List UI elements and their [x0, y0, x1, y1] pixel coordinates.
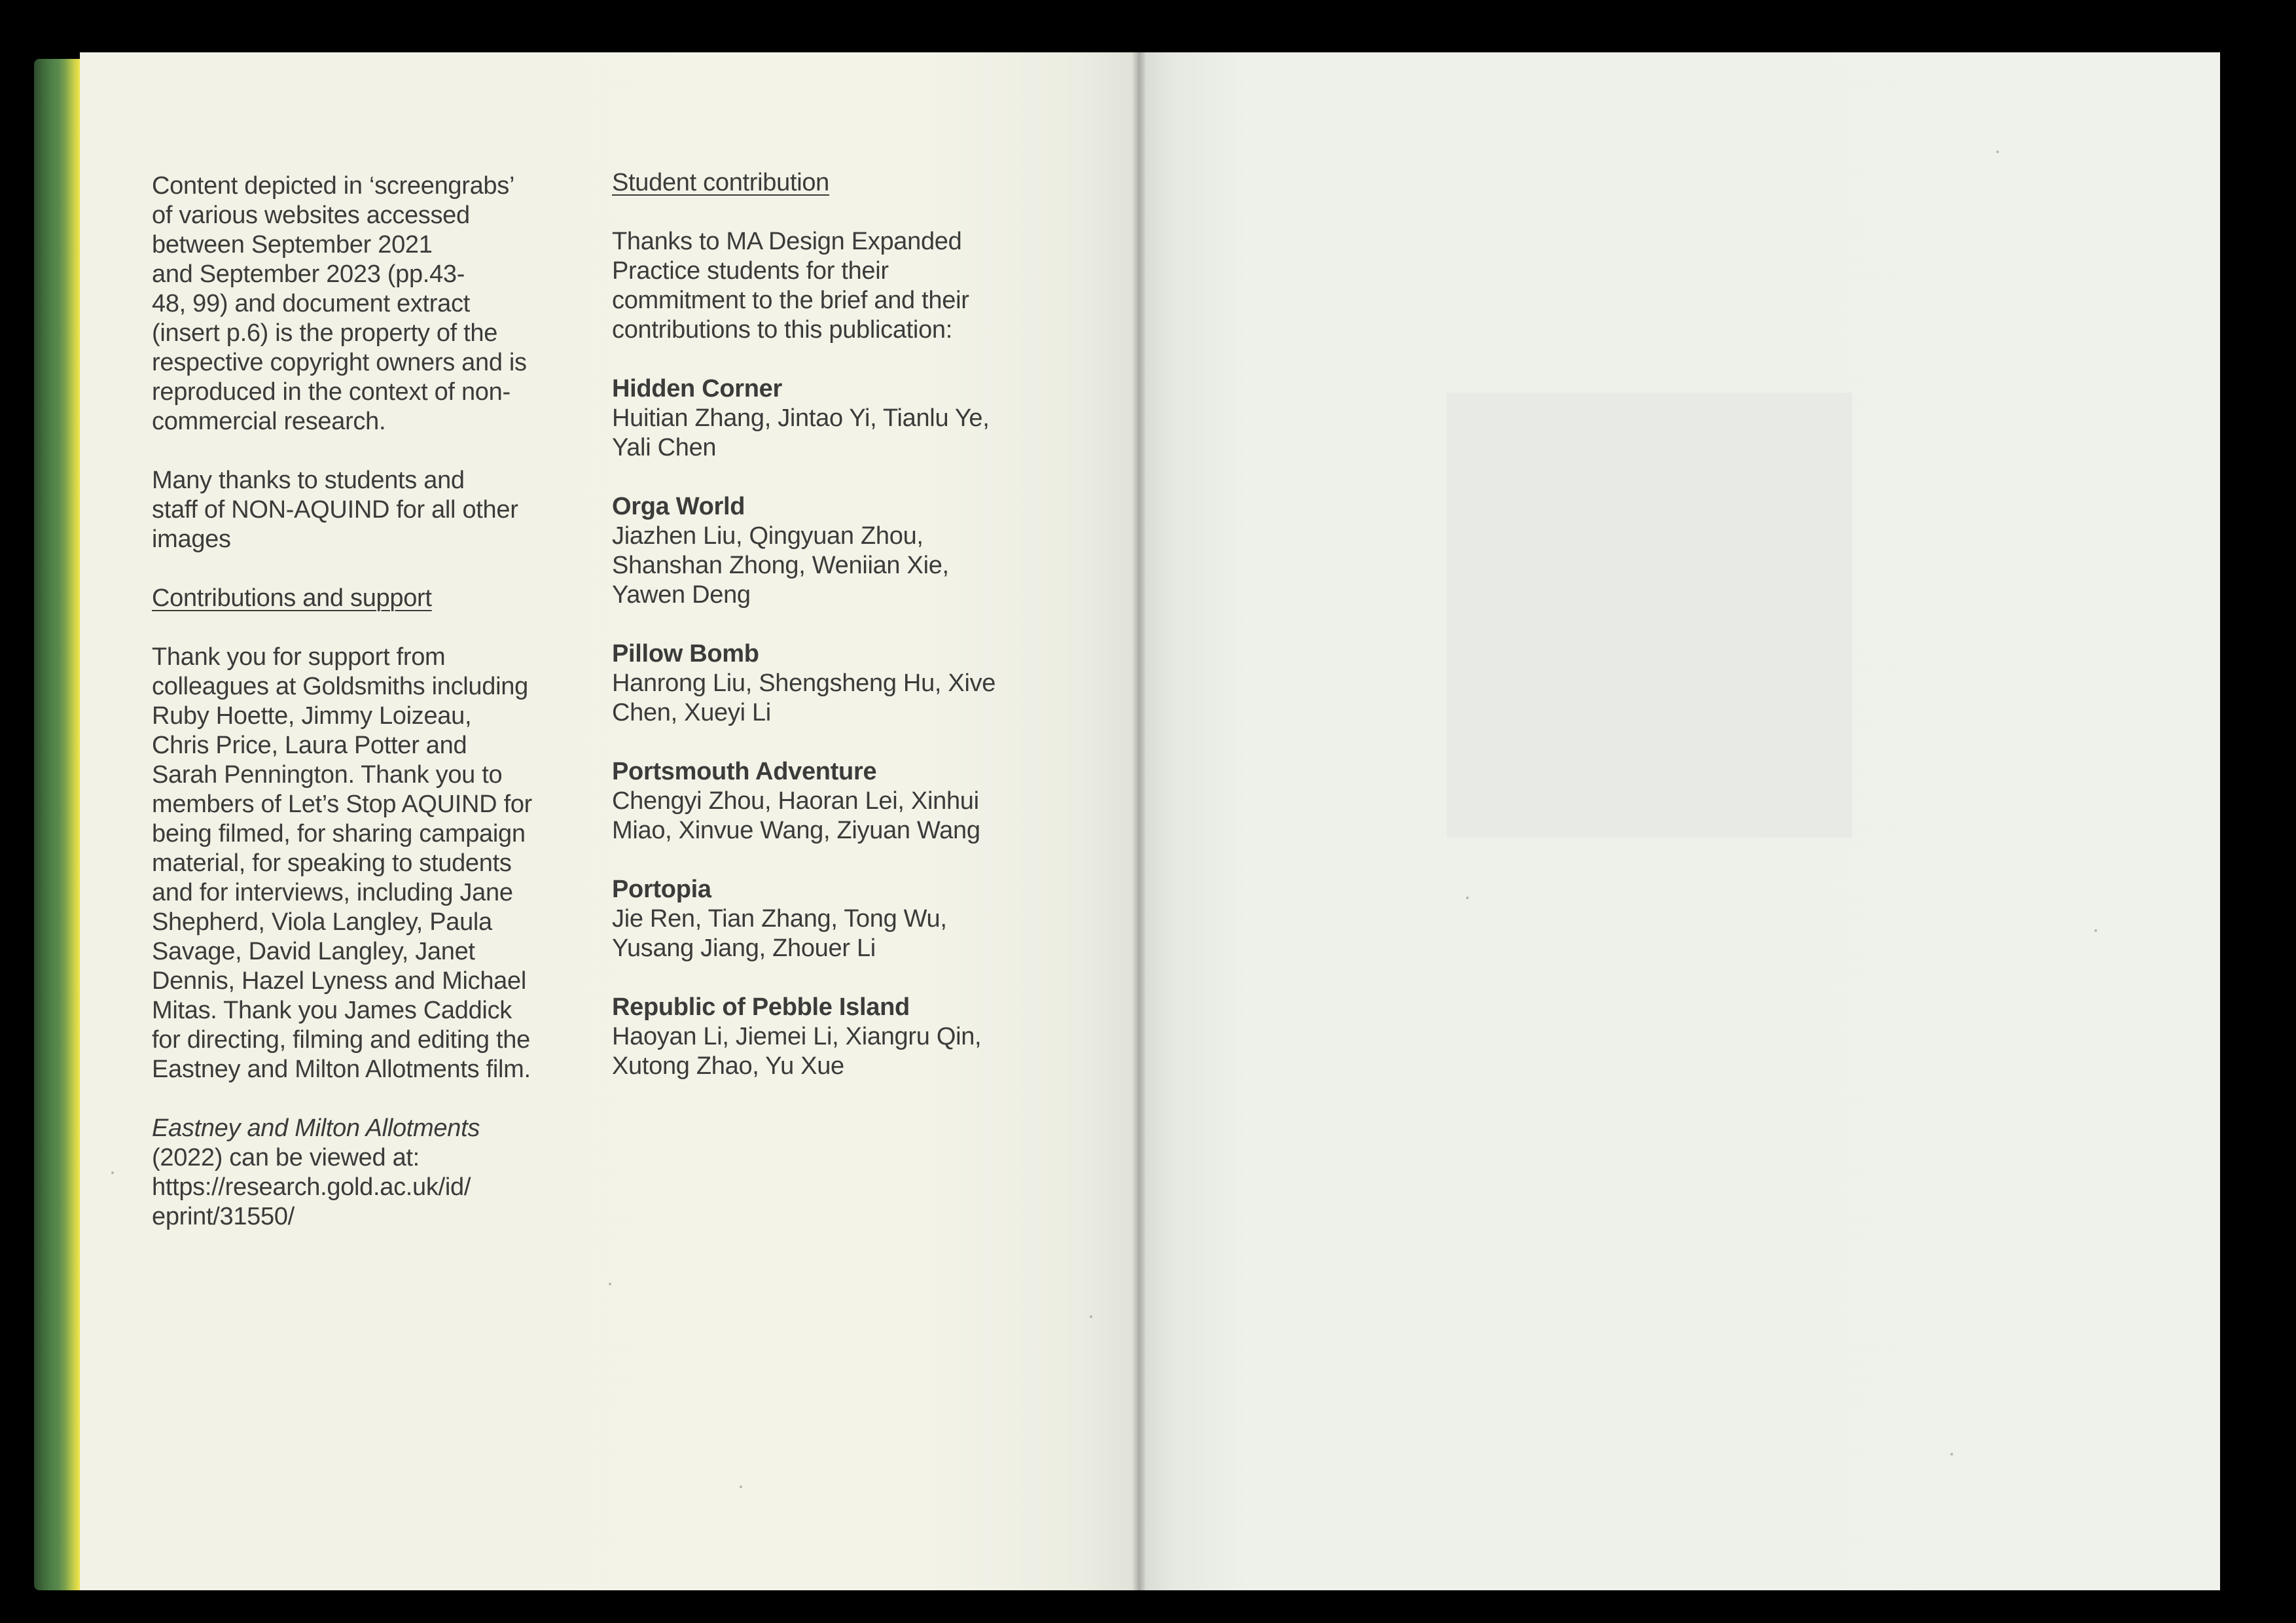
paper-speck [1996, 151, 1999, 153]
group-names: Chengyi Zhou, Haoran Lei, Xinhui Miao, Xinvue Wang, Ziyuan Wang [612, 787, 980, 844]
group-orga-world [612, 492, 1031, 610]
group-title: Hidden Corner [612, 375, 783, 402]
group-names: Hanrong Liu, Shengsheng Hu, Xive Chen, Xueyi Li [612, 669, 996, 726]
paper-speck [1090, 1315, 1092, 1318]
copyright-paragraph: Content depicted in ‘screengrabs’ of various websites accessed between September 2021 and September 2023 (pp.43- 48, 99) and document extract (insert p.6) is the property of the respective copyright owners and is reproduced in the context of non- commercial research. [152, 172, 527, 435]
paper-speck [111, 1171, 114, 1174]
paper-speck [1950, 1453, 1953, 1455]
support-paragraph: Thank you for support from colleagues at Goldsmiths including Ruby Hoette, Jimmy Loizeau, Chris Price, Laura Potter and Sarah Pennington. Thank you to members of Let’s Stop AQUIND for being filmed, for sharing campaign material, for speaking to students and for interviews, including Jane Shepherd, Viola Langley, Paula Savage, David Langley, Janet Dennis, Hazel Lyness and Michael Mitas. Thank you James Caddick for directing, filming and editing the Eastney and Milton Allotments film. [152, 643, 533, 1083]
thanks-paragraph: Many thanks to students and staff of NON-AQUIND for all other images [152, 467, 518, 553]
right-column [612, 168, 1031, 1111]
group-title: Republic of Pebble Island [612, 993, 910, 1021]
group-title: Orga World [612, 493, 745, 520]
film-link-text: (2022) can be viewed at: https://research.gold.ac.uk/id/ eprint/31550/ [152, 1144, 471, 1230]
group-portopia [612, 875, 1031, 963]
intro-paragraph: Thanks to MA Design Expanded Practice students for their commitment to the brief and their contributions to this publication: [612, 228, 969, 344]
group-names: Huitian Zhang, Jintao Yi, Tianlu Ye, Yali Chen [612, 404, 990, 461]
paper-speck [740, 1486, 742, 1488]
paper-speck [609, 1283, 611, 1285]
group-names: Jiazhen Liu, Qingyuan Zhou, Shanshan Zhong, Weniian Xie, Yawen Deng [612, 522, 949, 609]
group-title: Portopia [612, 876, 711, 903]
film-paragraph [152, 1114, 571, 1232]
group-title: Portsmouth Adventure [612, 758, 877, 785]
group-names: Jie Ren, Tian Zhang, Tong Wu, Yusang Jiang, Zhouer Li [612, 905, 947, 962]
group-republic-of-pebble-island [612, 993, 1031, 1081]
group-title: Pillow Bomb [612, 640, 759, 668]
group-portsmouth-adventure [612, 757, 1031, 846]
left-column [152, 171, 571, 1261]
page-edge-stack [34, 59, 86, 1590]
book-gutter [1131, 52, 1145, 1590]
group-pillow-bomb [612, 639, 1031, 728]
film-title: Eastney and Milton Allotments [152, 1115, 480, 1142]
show-through-block [1446, 393, 1852, 838]
group-names: Haoyan Li, Jiemei Li, Xiangru Qin, Xutong Zhao, Yu Xue [612, 1023, 982, 1080]
group-hidden-corner [612, 374, 1031, 463]
student-contribution-heading: Student contribution [612, 169, 830, 196]
paper-speck [2094, 929, 2097, 932]
contributions-heading: Contributions and support [152, 584, 432, 612]
paper-speck [1466, 897, 1469, 899]
